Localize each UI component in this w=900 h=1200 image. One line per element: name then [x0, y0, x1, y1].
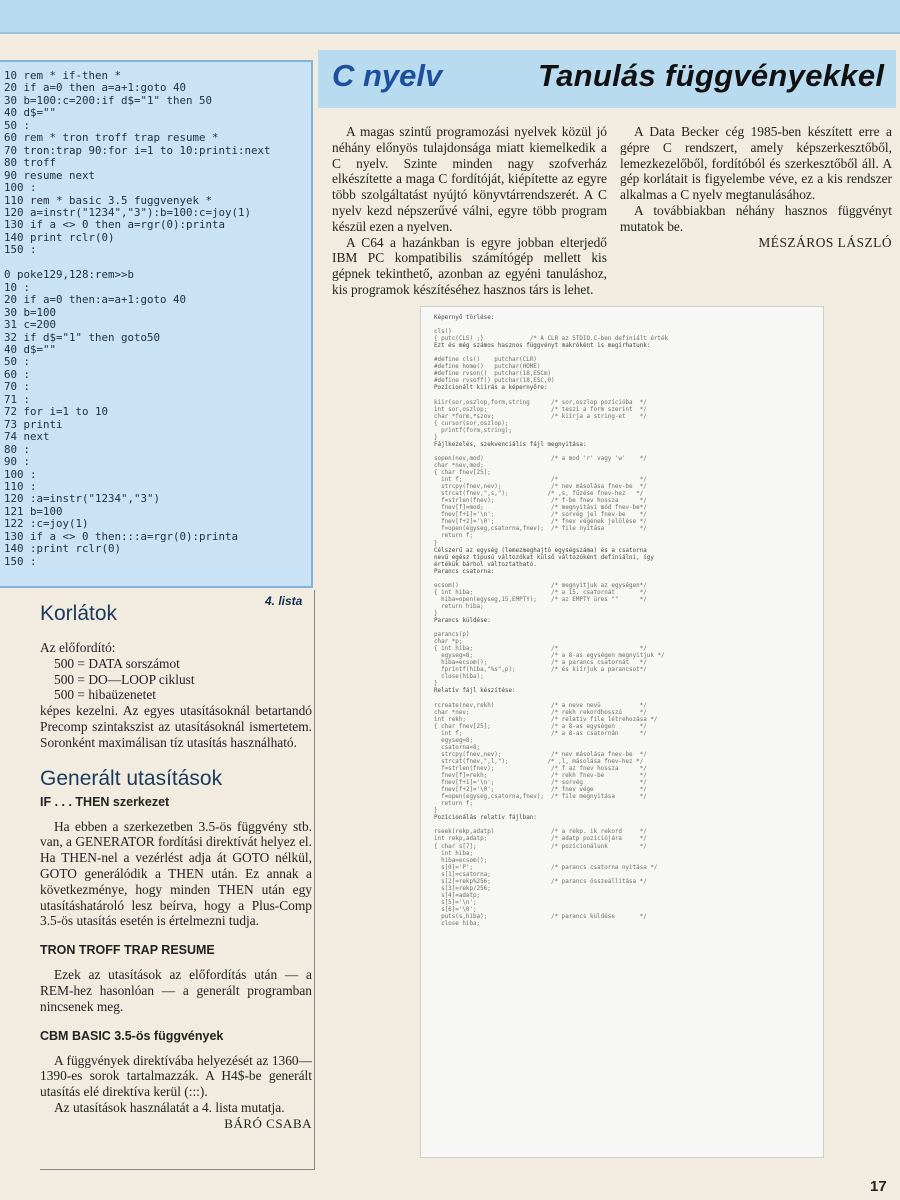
ifthen-body: Ha ebben a szerkezetben 3.5-ös függvény stb. van, a GENERATOR fordítási direktívát helyez el. Ha THEN-nel a vezérlést adja át GOTO nélkül, GOTO generálódik a THEN után. Ez annak a következménye, hogy minden THEN után egy utasításhatároló lesz beírva, hogy a Plus-Comp 3.5-ös utasítás esetén is értelmezni tudja. [40, 818, 312, 929]
article-title: Tanulás függvényekkel [538, 58, 885, 93]
code-section-heading: Fájlkezelés, szekvenciális fájl megnyitása: [434, 441, 587, 448]
cbm-heading: CBM BASIC 3.5-ös függvények [40, 1028, 224, 1043]
page-number: 17 [870, 1178, 887, 1195]
code-section-heading: Relatív fájl készítése: [434, 688, 516, 695]
tron-body: Ezek az utasítások az előfordítás után — a REM-hez hasonlóan — a generált programban nincsenek meg. [40, 967, 312, 1014]
code-section-body: ecsom() /* megnyitjuk az egységen*/ { int hiba; /* a 15. csatornát */ hiba=open(egyseg,15,EMPTY); /* az EMPTY üres "" */ return hiba; } [434, 582, 647, 617]
left-column [40, 602, 312, 1132]
listing-caption: 4. lista [265, 594, 303, 608]
tron-heading: TRON TROFF TRAP RESUME [40, 943, 215, 958]
column-divider [314, 590, 315, 1170]
korlatok-item-data: 500 = DATA sorszámot [54, 655, 180, 671]
code-section-heading: Pozícionálás relatív fájlban: [434, 815, 537, 822]
korlatok-intro: Az előfordító: [40, 640, 116, 655]
code-section-heading: Parancs csatorna: [434, 568, 495, 575]
korlatok-body: képes kezelni. Az egyes utasításoknál betartandó Precomp szintakszist az utasításoknál ismertetem. Soronként maximálisan tíz utasítás használható. [40, 703, 312, 750]
korlatok-heading: Korlátok [40, 602, 118, 625]
code-section-heading: Parancs küldése: [434, 618, 491, 625]
code-section-body: kiir(sor,oszlop,form,string /* sor,oszlop pozícióba */ int sor,oszlop; /* teszi a form szerint */ char *form,*szov; /* kiírja a string-et */ { cursor(sor,oszlop); printf(form,string); } [434, 399, 647, 441]
intro-paragraph-1: A magas szintű programozási nyelvek közül jó néhány előnyös tulajdonsága miatt kiemelkedik a C nyelv. Szinte minden nagy szofverház elkészítette a maga C fordítóját, kiépítette az egyre több szolgáltatást nyújtó könyvtárrendszerét. A C nyelv kezd népszerűvé válni, egyre több program készül ezen a nyelven. [332, 124, 607, 234]
cbm-body-1: A függvények direktívába helyezését az 1360—1390-es sorok tartalmazzák. A H4$-be generált utasítás elé direktíva kerül (:::). [40, 1052, 312, 1100]
ifthen-heading: IF . . . THEN szerkezet [40, 794, 170, 809]
code-section-body: parancs(p) char *p; { int hiba; /* */ egyseg=8; /* a 8-as egységen megnyitjuk */ hiba=ecsom(); /* a parancs csatornát */ fprintf(hiba,"%s",p); /* és kiírjuk a parancsot*/ close(hiba); } [434, 632, 665, 688]
author-signature-meszaros: MÉSZÁROS LÁSZLÓ [758, 234, 892, 250]
cbm-body-2: Az utasítások használatát a 4. lista mutatja. [54, 1099, 285, 1115]
code-section-heading: Pozícionált kiírás a képernyőre: [434, 385, 548, 392]
intro-column-2 [620, 124, 892, 250]
top-color-band [0, 0, 900, 34]
basic-listing-box [0, 60, 313, 588]
generalt-heading: Generált utasítások [40, 766, 223, 790]
code-section-heading: Képernyő törlése: [434, 315, 495, 321]
code-section-body: cls() { putc(CLS) ;} /* A CLR az STDIO.C-ben definiált érték [434, 329, 669, 343]
intro-paragraph-2: A C64 a hazánkban is egyre jobban elterjedő IBM PC kompatibilis számítógép mellett kis gépnek tekinthető, azonban az egyéni tanuláshoz, kis programok készítéséhez hasznos társ is lehet. [332, 234, 607, 297]
author-signature-baro: BÁRÓ CSABA [224, 1115, 312, 1131]
korlatok-item-error: 500 = hibaüzenetet [54, 687, 156, 703]
basic-listing-code: 10 rem * if-then * 20 if a=0 then a=a+1:goto 40 30 b=100:c=200:if d$="1" then 50 40 d$="" 50 : 60 rem * tron troff trap resume * 70 tron:trap 90:for i=1 to 10:printi:next 80 troff 90 resume next 100 : 110 rem * basic 3.5 fuggvenyek * 120 a=instr("1234","3"):b=100:c=joy(1) 130 if a <> 0 then a=rgr(0):printa 140 print rclr(0) 150 : 0 poke129,128:rem>>b 10 : 20 if a=0 then:a=a+1:goto 40 30 b=100 31 c=200 32 if d$="1" then goto50 40 d$="" 50 : 60 : 70 : 71 : 72 for i=1 to 10 73 printi 74 next 80 : 90 : 100 : 110 : 120 :a=instr("1234","3") 121 b=100 122 :c=joy(1) 130 if a <> 0 then:::a=rgr(0):printa 140 :print rclr(0) 150 : [4, 69, 271, 568]
code-section-body: sopen(nev,mod) /* a mod 'r' vagy 'w' */ char *nev,mod; { char fnev[25]; int f; /* */ strcpy(fnev,nev); /* nev másolása fnev-be */ strcat(fnev,",s,"); /* ,s, fűzése fnev-hez */ f=strlen(fnev); /* f-be fnev hossza */ fnev[f]=mod; /* megnyitási mód fnev-be*/ fnev[f+1]='\n'; /* sorvég jel fnev-be */ fnev[f+2]='\0'; /* fnev végének jelölése */ f=open(egyseg,csatorna,fnev); /* file nyitása */ return f; } [434, 455, 647, 547]
intro-paragraph-4: A továbbiakban néhány hasznos függvényt mutatok be. [620, 202, 892, 234]
korlatok-item-loop: 500 = DO—LOOP ciklust [54, 671, 195, 687]
article-kicker: C nyelv [332, 58, 443, 93]
code-section-body: #define cls() putchar(CLR) #define home() putchar(HOME) #define rvson() putchar(18,ESCm) #define rvsoff() putchar(18,ESC,0) [434, 357, 555, 385]
code-section-body: rseek(rekp,adatp) /* a rekp. ik rekord */ int rekp,adatp; /* adatp pozíciójára */ { char s[7]; /* pozícionálunk */ int hiba; hiba=ecsom(); s[0]='P'; /* parancs csatorna nyitása */ s[1]=csatorna; s[2]=rekp%256; /* parancs összeállítása */ s[3]=rekp/256; s[4]=adatp; s[5]='\n'; s[6]='\0'; puts(s,hiba); /* parancs küldése */ close hiba; [434, 829, 658, 928]
code-section-body: rcreate(nev,rekh) /* a neve nevü */ char *nev; /* rekh rekordhosszú */ int rekh; /* relatív file létrehozása */ { char fnev[25]; /* a 8-as egységen */ int f; /* a 8-as csatornán */ egyseg=8; csatorna=8; strcpy(fnev,nev); /* nev másolása fnev-be */ strcat(fnev,",l,"); /* ,l, másolása fnev-hez */ f=strlen(fnev); /* f az fnev hossza */ fnev[f]=rekh; /* rekh fnev-be */ fnev[f+1]='\n'; /* sorvég */ fnev[f+2]='\0'; /* fnev vége */ f=open(egyseg,csatorna,fnev); /* file megnyitása */ return f; } [434, 702, 658, 815]
c-code-listing [420, 306, 824, 1158]
code-section-heading: Célszerű az egység (lemezmeghajtó egységszáma) és a csatorna nevű egész típusú változókat külső változóként definiálni, így értékük bárhol változtatható. [434, 547, 654, 568]
intro-paragraph-3: A Data Becker cég 1985-ben készített erre a gépre C rendszert, amely képszerkesztőből, lemezkezelőből, fordítóból és szerkesztőből áll. A gép korlátait is figyelembe véve, ez a kis rendszer alkalmas a C nyelv megtanulásához. [620, 124, 892, 203]
intro-column-1 [332, 124, 607, 298]
column-footer-rule [40, 1169, 314, 1170]
code-section-heading: Ezt és még számos hasznos függvényt makróként is megírhatunk: [434, 343, 651, 350]
